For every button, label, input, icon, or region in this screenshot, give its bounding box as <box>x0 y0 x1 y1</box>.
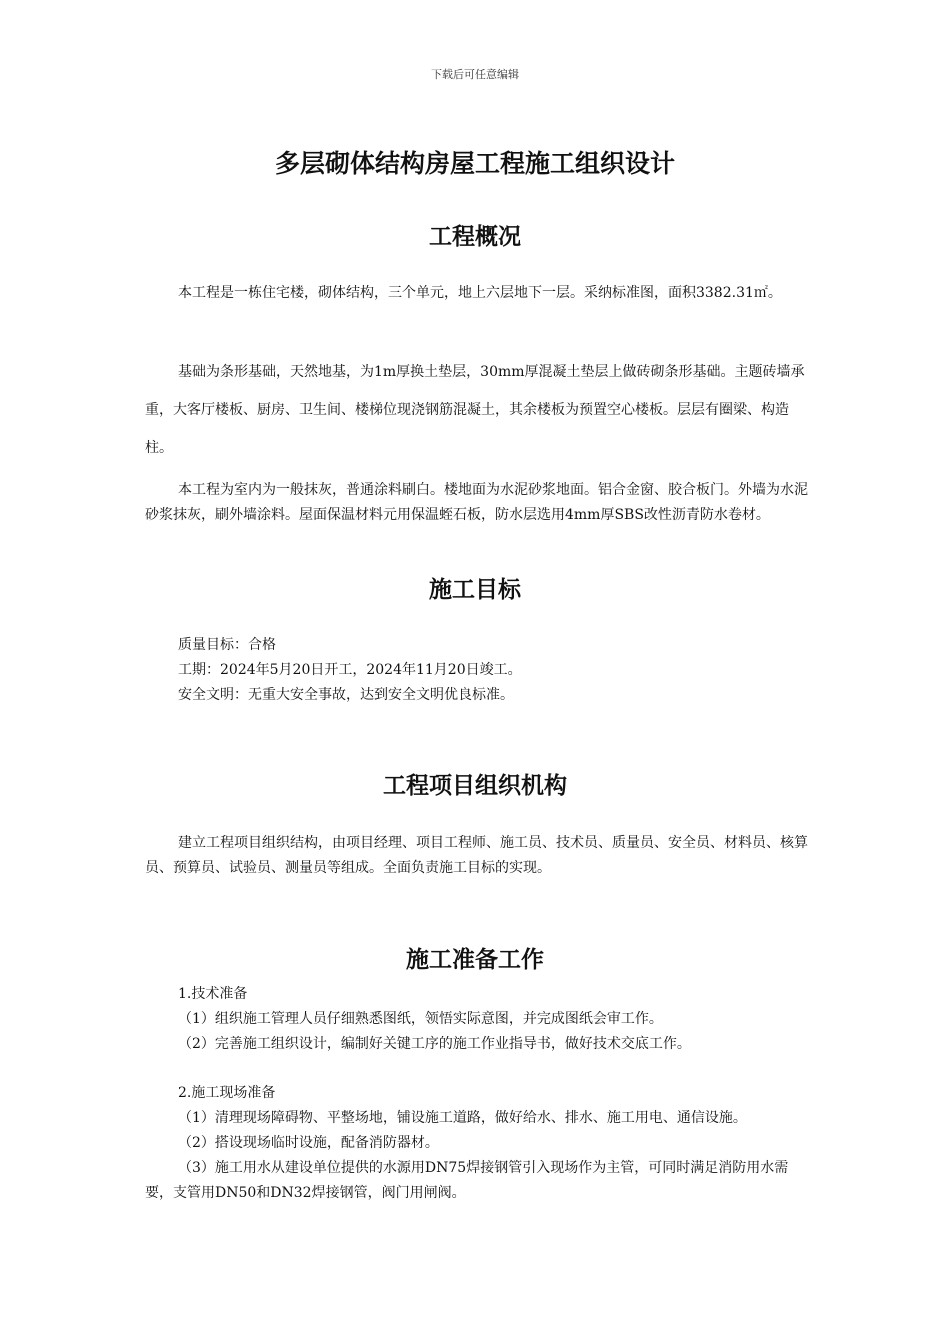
overview-paragraph-1: 本工程是一栋住宅楼，砌体结构，三个单元，地上六层地下一层。采纳标准图，面积3382.31㎡。 <box>178 285 782 301</box>
document-title: 多层砌体结构房屋工程施工组织设计 <box>274 149 675 178</box>
prep-tech-item-2: （2）完善施工组织设计，编制好关键工序的施工作业指导书，做好技术交底工作。 <box>178 1036 691 1052</box>
prep-site-item-1: （1）清理现场障碍物、平整场地，铺设施工道路，做好给水、排水、施工用电、通信设施。 <box>178 1110 747 1126</box>
goal-schedule: 工期：2024年5月20日开工，2024年11月20日竣工。 <box>178 662 522 678</box>
section-heading-preparation: 施工准备工作 <box>406 947 544 973</box>
goal-safety: 安全文明：无重大安全事故，达到安全文明优良标准。 <box>178 687 514 703</box>
prep-tech-item-1: （1）组织施工管理人员仔细熟悉图纸，领悟实际意图，并完成图纸会审工作。 <box>178 1011 663 1027</box>
goal-quality: 质量目标：合格 <box>178 637 276 653</box>
overview-paragraph-3: 本工程为室内为一般抹灰，普通涂料刷白。楼地面为水泥砂浆地面。铝合金窗、胶合板门。外墙为水泥砂浆抹灰，刷外墙涂料。屋面保温材料元用保温蛭石板，防水层选用4mm厚SBS改性沥青防水卷材。 <box>145 482 808 523</box>
prep-site-item-2: （2）搭设现场临时设施，配备消防器材。 <box>178 1135 439 1151</box>
section-heading-organization: 工程项目组织机构 <box>383 773 567 799</box>
overview-paragraph-2: 基础为条形基础，天然地基，为1m厚换土垫层，30mm厚混凝土垫层上做砖砌条形基础。主题砖墙承重，大客厅楼板、厨房、卫生间、楼梯位现浇钢筋混凝土，其余楼板为预置空心楼板。层层有圈梁、构造柱。 <box>145 364 805 456</box>
header-note: 下载后可任意编辑 <box>431 68 519 81</box>
prep-site-title: 2.施工现场准备 <box>178 1085 276 1101</box>
section-heading-goals: 施工目标 <box>429 577 521 603</box>
prep-tech-title: 1.技术准备 <box>178 986 248 1002</box>
organization-paragraph: 建立工程项目组织结构，由项目经理、项目工程师、施工员、技术员、质量员、安全员、材料员、核算员、预算员、试验员、测量员等组成。全面负责施工目标的实现。 <box>145 835 808 876</box>
prep-site-item-3: （3）施工用水从建设单位提供的水源用DN75焊接钢管引入现场作为主管，可同时满足消防用水需要，支管用DN50和DN32焊接钢管，阀门用闸阀。 <box>145 1160 789 1201</box>
section-heading-overview: 工程概况 <box>429 224 521 250</box>
